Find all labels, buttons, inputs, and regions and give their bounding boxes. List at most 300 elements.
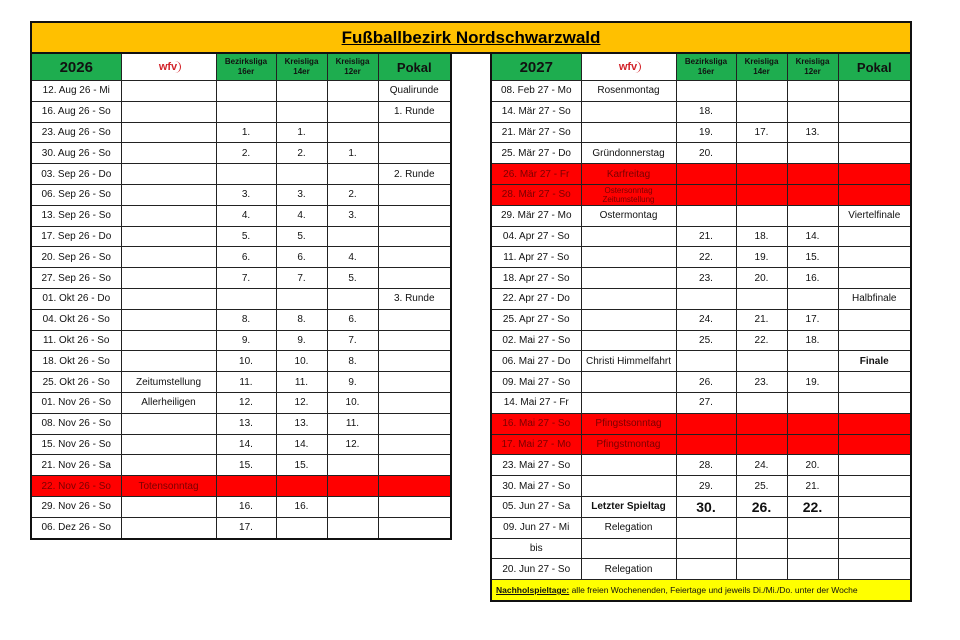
kreisliga14-cell: 12. xyxy=(276,392,327,413)
table-row xyxy=(491,392,911,413)
date-cell: 01. Okt 26 - Do xyxy=(31,288,121,309)
pokal-cell xyxy=(378,496,451,517)
date-cell: bis xyxy=(491,538,581,559)
kreisliga12-cell xyxy=(327,288,378,309)
table-row xyxy=(31,143,451,164)
date-cell: 25. Apr 27 - So xyxy=(491,309,581,330)
event-cell xyxy=(121,226,216,247)
kreisliga14-cell xyxy=(736,143,787,164)
date-cell: 21. Mär 27 - So xyxy=(491,122,581,143)
date-cell: 20. Jun 27 - So xyxy=(491,559,581,580)
date-cell: 04. Apr 27 - So xyxy=(491,226,581,247)
kreisliga12-cell xyxy=(327,517,378,538)
kreisliga14-cell xyxy=(736,101,787,122)
kreisliga14-cell xyxy=(276,288,327,309)
event-cell: Ostermontag xyxy=(581,205,676,226)
kreisliga12-cell: 10. xyxy=(327,392,378,413)
header-row xyxy=(491,53,911,81)
kreisliga14-cell xyxy=(736,164,787,185)
table-row xyxy=(491,476,911,497)
pokal-cell: 3. Runde xyxy=(378,288,451,309)
wfv-logo-icon: wfv xyxy=(616,61,641,73)
date-cell: 16. Aug 26 - So xyxy=(31,101,121,122)
table-row xyxy=(31,413,451,434)
column-header: Kreisliga 14er xyxy=(736,53,787,81)
bezirksliga-cell: 9. xyxy=(216,330,276,351)
table-row xyxy=(491,517,911,538)
pokal-cell xyxy=(378,330,451,351)
date-cell: 08. Nov 26 - So xyxy=(31,413,121,434)
event-cell xyxy=(121,496,216,517)
kreisliga14-cell: 1. xyxy=(276,122,327,143)
event-cell xyxy=(121,413,216,434)
event-cell: Gründonnerstag xyxy=(581,143,676,164)
table-row xyxy=(491,81,911,102)
date-cell: 29. Nov 26 - So xyxy=(31,496,121,517)
pokal-cell xyxy=(838,226,911,247)
column-header: Kreisliga 14er xyxy=(276,53,327,81)
schedule-2026-table xyxy=(30,52,452,540)
event-cell xyxy=(581,476,676,497)
wfv-logo-icon: wfv xyxy=(156,61,181,73)
event-cell: Relegation xyxy=(581,559,676,580)
note-row xyxy=(491,580,911,601)
pokal-cell xyxy=(378,372,451,393)
date-cell: 17. Sep 26 - Do xyxy=(31,226,121,247)
table-row xyxy=(31,455,451,476)
kreisliga12-cell xyxy=(787,392,838,413)
table-row xyxy=(491,538,911,559)
date-cell: 16. Mai 27 - So xyxy=(491,413,581,434)
bezirksliga-cell xyxy=(676,205,736,226)
event-cell xyxy=(581,101,676,122)
bezirksliga-cell: 23. xyxy=(676,268,736,289)
kreisliga12-cell: 11. xyxy=(327,413,378,434)
bezirksliga-cell: 7. xyxy=(216,268,276,289)
event-cell xyxy=(121,268,216,289)
event-cell xyxy=(121,81,216,102)
date-cell: 04. Okt 26 - So xyxy=(31,309,121,330)
kreisliga12-cell xyxy=(787,351,838,372)
kreisliga12-cell: 22. xyxy=(787,496,838,517)
date-cell: 13. Sep 26 - So xyxy=(31,205,121,226)
kreisliga12-cell: 1. xyxy=(327,143,378,164)
date-cell: 03. Sep 26 - Do xyxy=(31,164,121,185)
event-cell xyxy=(121,205,216,226)
date-cell: 08. Feb 27 - Mo xyxy=(491,81,581,102)
kreisliga14-cell: 11. xyxy=(276,372,327,393)
date-cell: 30. Aug 26 - So xyxy=(31,143,121,164)
event-cell xyxy=(121,164,216,185)
bezirksliga-cell: 10. xyxy=(216,351,276,372)
pokal-cell xyxy=(378,413,451,434)
kreisliga14-cell xyxy=(276,476,327,497)
table-row xyxy=(491,372,911,393)
date-cell: 14. Mai 27 - Fr xyxy=(491,392,581,413)
bezirksliga-cell: 14. xyxy=(216,434,276,455)
kreisliga14-cell: 7. xyxy=(276,268,327,289)
date-cell: 25. Mär 27 - Do xyxy=(491,143,581,164)
bezirksliga-cell xyxy=(676,351,736,372)
event-cell xyxy=(121,517,216,538)
kreisliga14-cell: 2. xyxy=(276,143,327,164)
wfv-logo xyxy=(121,53,216,81)
kreisliga12-cell: 9. xyxy=(327,372,378,393)
kreisliga14-cell: 5. xyxy=(276,226,327,247)
table-row xyxy=(31,309,451,330)
table-row xyxy=(491,434,911,455)
bezirksliga-cell xyxy=(676,81,736,102)
pokal-cell xyxy=(378,247,451,268)
date-cell: 06. Mai 27 - Do xyxy=(491,351,581,372)
table-row xyxy=(491,413,911,434)
schedule-2027-table xyxy=(490,52,912,602)
table-row xyxy=(491,351,911,372)
event-cell xyxy=(581,538,676,559)
pokal-cell: Viertelfinale xyxy=(838,205,911,226)
event-cell xyxy=(121,434,216,455)
event-cell: Letzter Spieltag xyxy=(581,496,676,517)
kreisliga12-cell xyxy=(327,496,378,517)
bezirksliga-cell: 3. xyxy=(216,184,276,205)
kreisliga14-cell: 3. xyxy=(276,184,327,205)
kreisliga14-cell: 9. xyxy=(276,330,327,351)
table-row xyxy=(491,309,911,330)
table-row xyxy=(491,268,911,289)
bezirksliga-cell: 24. xyxy=(676,309,736,330)
date-cell: 02. Mai 27 - So xyxy=(491,330,581,351)
bezirksliga-cell xyxy=(676,434,736,455)
bezirksliga-cell: 11. xyxy=(216,372,276,393)
event-cell xyxy=(581,330,676,351)
kreisliga12-cell: 8. xyxy=(327,351,378,372)
bezirksliga-cell: 13. xyxy=(216,413,276,434)
table-row xyxy=(491,143,911,164)
kreisliga14-cell xyxy=(736,205,787,226)
bezirksliga-cell: 6. xyxy=(216,247,276,268)
table-row xyxy=(31,372,451,393)
year-header: 2026 xyxy=(31,53,121,81)
event-cell: Relegation xyxy=(581,517,676,538)
column-header: Kreisliga 12er xyxy=(327,53,378,81)
kreisliga12-cell: 13. xyxy=(787,122,838,143)
kreisliga14-cell: 10. xyxy=(276,351,327,372)
kreisliga12-cell: 19. xyxy=(787,372,838,393)
pokal-cell: 1. Runde xyxy=(378,101,451,122)
event-cell xyxy=(581,309,676,330)
date-cell: 22. Nov 26 - So xyxy=(31,476,121,497)
column-header: Pokal xyxy=(378,53,451,81)
note-cell xyxy=(491,580,911,601)
date-cell: 25. Okt 26 - So xyxy=(31,372,121,393)
kreisliga12-cell: 18. xyxy=(787,330,838,351)
kreisliga14-cell xyxy=(276,101,327,122)
bezirksliga-cell xyxy=(676,184,736,205)
column-header: Kreisliga 12er xyxy=(787,53,838,81)
table-row xyxy=(31,496,451,517)
table-row xyxy=(31,330,451,351)
date-cell: 18. Okt 26 - So xyxy=(31,351,121,372)
kreisliga12-cell: 15. xyxy=(787,247,838,268)
event-cell xyxy=(581,288,676,309)
kreisliga12-cell xyxy=(327,455,378,476)
table-row xyxy=(31,81,451,102)
event-cell: Allerheiligen xyxy=(121,392,216,413)
pokal-cell xyxy=(838,496,911,517)
bezirksliga-cell xyxy=(676,413,736,434)
kreisliga14-cell xyxy=(736,434,787,455)
date-cell: 12. Aug 26 - Mi xyxy=(31,81,121,102)
bezirksliga-cell: 15. xyxy=(216,455,276,476)
table-row xyxy=(31,434,451,455)
date-cell: 17. Mai 27 - Mo xyxy=(491,434,581,455)
table-row xyxy=(31,517,451,538)
table-row xyxy=(491,455,911,476)
note-text: alle freien Wochenenden, Feiertage und jeweils Di./Mi./Do. unter der Woche xyxy=(569,585,858,596)
table-row xyxy=(491,226,911,247)
kreisliga12-cell: 16. xyxy=(787,268,838,289)
date-cell: 18. Apr 27 - So xyxy=(491,268,581,289)
event-cell xyxy=(121,351,216,372)
event-cell: Rosenmontag xyxy=(581,81,676,102)
event-cell xyxy=(121,247,216,268)
pokal-cell xyxy=(838,455,911,476)
pokal-cell xyxy=(838,81,911,102)
kreisliga14-cell xyxy=(276,81,327,102)
header-row xyxy=(31,53,451,81)
kreisliga12-cell xyxy=(327,476,378,497)
kreisliga12-cell xyxy=(787,184,838,205)
kreisliga14-cell: 8. xyxy=(276,309,327,330)
kreisliga14-cell xyxy=(276,517,327,538)
date-cell: 30. Mai 27 - So xyxy=(491,476,581,497)
table-row xyxy=(31,288,451,309)
date-cell: 27. Sep 26 - So xyxy=(31,268,121,289)
kreisliga14-cell xyxy=(736,184,787,205)
kreisliga12-cell: 12. xyxy=(327,434,378,455)
bezirksliga-cell: 12. xyxy=(216,392,276,413)
kreisliga14-cell: 15. xyxy=(276,455,327,476)
kreisliga14-cell: 14. xyxy=(276,434,327,455)
bezirksliga-cell: 1. xyxy=(216,122,276,143)
kreisliga14-cell xyxy=(736,538,787,559)
bezirksliga-cell xyxy=(216,288,276,309)
table-row xyxy=(491,184,911,205)
event-cell xyxy=(581,372,676,393)
date-cell: 20. Sep 26 - So xyxy=(31,247,121,268)
bezirksliga-cell xyxy=(216,476,276,497)
kreisliga14-cell xyxy=(736,392,787,413)
bezirksliga-cell: 28. xyxy=(676,455,736,476)
kreisliga14-cell: 25. xyxy=(736,476,787,497)
kreisliga14-cell: 19. xyxy=(736,247,787,268)
date-cell: 11. Okt 26 - So xyxy=(31,330,121,351)
kreisliga14-cell: 6. xyxy=(276,247,327,268)
date-cell: 06. Dez 26 - So xyxy=(31,517,121,538)
table-row xyxy=(491,122,911,143)
pokal-cell xyxy=(838,309,911,330)
date-cell: 22. Apr 27 - Do xyxy=(491,288,581,309)
bezirksliga-cell: 8. xyxy=(216,309,276,330)
pokal-cell xyxy=(838,517,911,538)
table-row xyxy=(491,101,911,122)
table-row xyxy=(31,476,451,497)
pokal-cell xyxy=(378,309,451,330)
kreisliga12-cell xyxy=(787,101,838,122)
kreisliga12-cell xyxy=(327,164,378,185)
table-row xyxy=(491,330,911,351)
pokal-cell xyxy=(838,413,911,434)
kreisliga14-cell xyxy=(736,288,787,309)
event-cell xyxy=(581,226,676,247)
kreisliga12-cell xyxy=(787,413,838,434)
kreisliga12-cell xyxy=(787,559,838,580)
bezirksliga-cell xyxy=(676,559,736,580)
pokal-cell xyxy=(378,455,451,476)
kreisliga12-cell: 7. xyxy=(327,330,378,351)
kreisliga12-cell: 17. xyxy=(787,309,838,330)
kreisliga12-cell: 2. xyxy=(327,184,378,205)
table-row xyxy=(491,559,911,580)
bezirksliga-cell: 26. xyxy=(676,372,736,393)
pokal-cell xyxy=(838,330,911,351)
kreisliga12-cell: 6. xyxy=(327,309,378,330)
table-row xyxy=(31,268,451,289)
table-row xyxy=(31,392,451,413)
pokal-cell xyxy=(378,226,451,247)
bezirksliga-cell: 22. xyxy=(676,247,736,268)
bezirksliga-cell: 2. xyxy=(216,143,276,164)
date-cell: 29. Mär 27 - Mo xyxy=(491,205,581,226)
event-cell: Totensonntag xyxy=(121,476,216,497)
bezirksliga-cell: 4. xyxy=(216,205,276,226)
event-cell: Karfreitag xyxy=(581,164,676,185)
kreisliga14-cell xyxy=(736,517,787,538)
pokal-cell xyxy=(378,143,451,164)
bezirksliga-cell: 29. xyxy=(676,476,736,497)
event-cell xyxy=(121,455,216,476)
kreisliga14-cell: 18. xyxy=(736,226,787,247)
kreisliga12-cell xyxy=(787,517,838,538)
bezirksliga-cell xyxy=(676,288,736,309)
kreisliga12-cell xyxy=(327,101,378,122)
kreisliga12-cell: 21. xyxy=(787,476,838,497)
date-cell: 05. Jun 27 - Sa xyxy=(491,496,581,517)
pokal-cell: Qualirunde xyxy=(378,81,451,102)
event-cell xyxy=(121,101,216,122)
pokal-cell: Halbfinale xyxy=(838,288,911,309)
date-cell: 15. Nov 26 - So xyxy=(31,434,121,455)
kreisliga14-cell: 26. xyxy=(736,496,787,517)
date-cell: 09. Mai 27 - So xyxy=(491,372,581,393)
bezirksliga-cell xyxy=(216,164,276,185)
table-row xyxy=(31,122,451,143)
pokal-cell xyxy=(838,101,911,122)
pokal-cell xyxy=(838,559,911,580)
bezirksliga-cell: 17. xyxy=(216,517,276,538)
event-cell: Pfingstsonntag xyxy=(581,413,676,434)
pokal-cell xyxy=(378,392,451,413)
event-cell: Ostersonntag Zeitumstellung xyxy=(581,184,676,205)
kreisliga12-cell: 5. xyxy=(327,268,378,289)
date-cell: 14. Mär 27 - So xyxy=(491,101,581,122)
pokal-cell xyxy=(378,476,451,497)
bezirksliga-cell: 30. xyxy=(676,496,736,517)
kreisliga12-cell xyxy=(327,226,378,247)
bezirksliga-cell: 20. xyxy=(676,143,736,164)
bezirksliga-cell xyxy=(216,81,276,102)
bezirksliga-cell: 25. xyxy=(676,330,736,351)
bezirksliga-cell: 21. xyxy=(676,226,736,247)
table-row xyxy=(31,247,451,268)
kreisliga12-cell xyxy=(787,434,838,455)
date-cell: 21. Nov 26 - Sa xyxy=(31,455,121,476)
pokal-cell xyxy=(838,538,911,559)
event-cell xyxy=(581,268,676,289)
bezirksliga-cell: 27. xyxy=(676,392,736,413)
pokal-cell xyxy=(378,517,451,538)
event-cell xyxy=(581,455,676,476)
pokal-cell xyxy=(838,476,911,497)
kreisliga14-cell xyxy=(736,413,787,434)
pokal-cell xyxy=(838,184,911,205)
kreisliga14-cell xyxy=(736,559,787,580)
wfv-logo xyxy=(581,53,676,81)
pokal-cell xyxy=(838,164,911,185)
pokal-cell xyxy=(838,143,911,164)
event-cell xyxy=(121,184,216,205)
pokal-cell xyxy=(838,434,911,455)
date-cell: 26. Mär 27 - Fr xyxy=(491,164,581,185)
kreisliga12-cell xyxy=(327,122,378,143)
bezirksliga-cell xyxy=(676,517,736,538)
pokal-cell: Finale xyxy=(838,351,911,372)
table-row xyxy=(491,496,911,517)
pokal-cell: 2. Runde xyxy=(378,164,451,185)
kreisliga12-cell: 3. xyxy=(327,205,378,226)
date-cell: 28. Mär 27 - So xyxy=(491,184,581,205)
date-cell: 01. Nov 26 - So xyxy=(31,392,121,413)
event-cell xyxy=(581,122,676,143)
kreisliga12-cell xyxy=(787,288,838,309)
kreisliga12-cell xyxy=(787,143,838,164)
kreisliga12-cell: 4. xyxy=(327,247,378,268)
bezirksliga-cell: 18. xyxy=(676,101,736,122)
bezirksliga-cell xyxy=(676,538,736,559)
table-row xyxy=(31,164,451,185)
kreisliga14-cell: 13. xyxy=(276,413,327,434)
date-cell: 23. Mai 27 - So xyxy=(491,455,581,476)
table-row xyxy=(491,247,911,268)
kreisliga14-cell: 4. xyxy=(276,205,327,226)
date-cell: 06. Sep 26 - So xyxy=(31,184,121,205)
pokal-cell xyxy=(838,392,911,413)
bezirksliga-cell: 5. xyxy=(216,226,276,247)
bezirksliga-cell: 19. xyxy=(676,122,736,143)
table-row xyxy=(31,205,451,226)
bezirksliga-cell xyxy=(216,101,276,122)
kreisliga12-cell: 20. xyxy=(787,455,838,476)
event-cell xyxy=(581,392,676,413)
table-row xyxy=(491,288,911,309)
bezirksliga-cell: 16. xyxy=(216,496,276,517)
note-label: Nachholspieltage: xyxy=(496,585,570,596)
event-cell xyxy=(121,288,216,309)
kreisliga12-cell xyxy=(327,81,378,102)
table-row xyxy=(31,101,451,122)
kreisliga14-cell: 16. xyxy=(276,496,327,517)
event-cell xyxy=(121,309,216,330)
